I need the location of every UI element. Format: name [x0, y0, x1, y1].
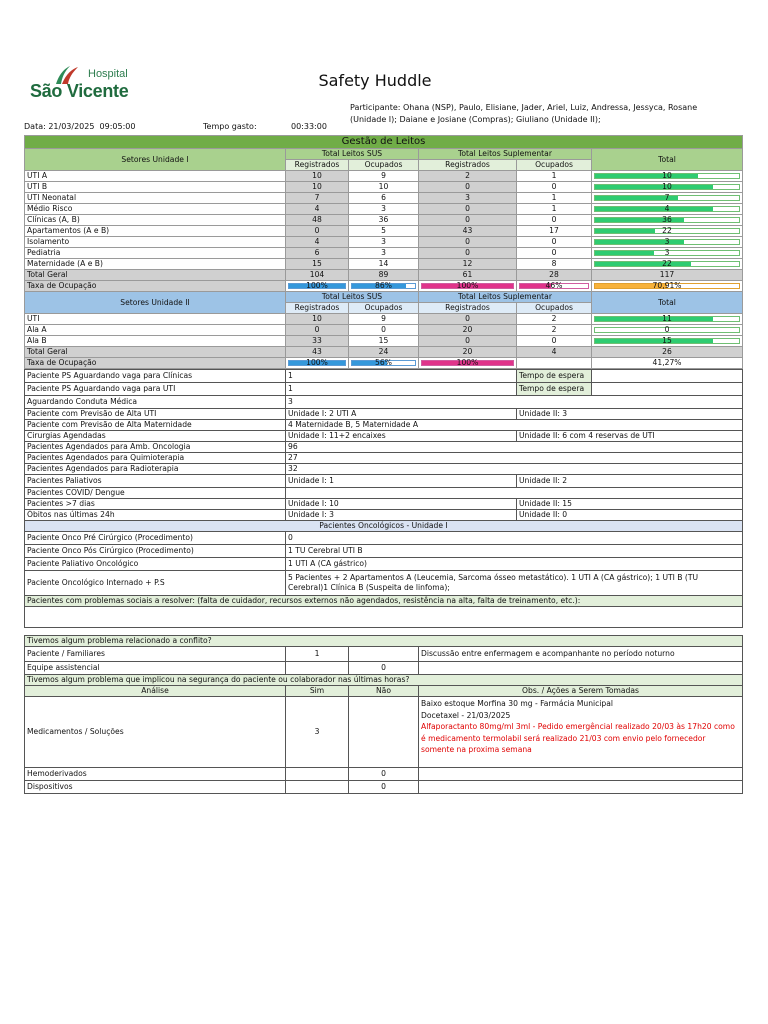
- onco-pos-value: 1 TU Cerebral UTI B: [286, 545, 743, 558]
- sus-ocupados: 6: [349, 193, 419, 204]
- ps-clinicas-wait-value: [592, 370, 743, 383]
- conflict-equipe-label: Equipe assistencial: [25, 662, 286, 675]
- safety-hemoderivados-label: Hemoderivados: [25, 768, 286, 781]
- total-occupied: [592, 215, 743, 226]
- unit2-rows: [25, 314, 743, 369]
- total-occupied: [592, 193, 743, 204]
- table-row: [25, 204, 743, 215]
- social-title: Pacientes com problemas sociais a resolver: (falta de cuidador, recursos externos não agendados, resistência na alta, falta de treinamento, etc.):: [25, 596, 743, 607]
- occupancy-rate-row: [25, 281, 743, 292]
- unit1-sup-header: Total Leitos Suplementar: [419, 149, 592, 160]
- unit1-sus-registrados-header: Registrados: [286, 160, 349, 171]
- date-time: 09:05:00: [99, 122, 136, 131]
- time-spent-value: 00:33:00: [291, 122, 327, 131]
- sup-ocupados: 8: [517, 259, 592, 270]
- rate-sus-registrados: [286, 358, 349, 369]
- table-row: [25, 237, 743, 248]
- sus-ocupados: 9: [349, 314, 419, 325]
- onco-pre-label: Paciente Onco Pré Cirúrgico (Procedimento): [25, 532, 286, 545]
- ps-uti-wait-value: [592, 383, 743, 396]
- rate-sup-ocupados: [517, 358, 592, 369]
- sus-ocupados: 5: [349, 226, 419, 237]
- conduta-label: Aguardando Conduta Médica: [25, 396, 286, 409]
- total-occupied-label: 15: [662, 336, 672, 345]
- conflict-familiares-label: Paciente / Familiares: [25, 647, 286, 662]
- social-notes: [25, 607, 743, 628]
- onco-paliativo-value: 1 UTI A (CA gástrico): [286, 558, 743, 571]
- sector-name: Apartamentos (A e B): [25, 226, 286, 237]
- total-total: 26: [592, 347, 743, 358]
- sus-registrados: 15: [286, 259, 349, 270]
- total-occupied: [592, 259, 743, 270]
- total-occupied-label: 7: [664, 193, 670, 202]
- onco-pre-value: 0: [286, 532, 743, 545]
- sector-name: Ala A: [25, 325, 286, 336]
- med-obs-line-1: Baixo estoque Morfina 30 mg - Farmácia Municipal: [421, 699, 613, 708]
- sup-ocupados: 0: [517, 215, 592, 226]
- unit2-sup-registrados-header: Registrados: [419, 303, 517, 314]
- rate-total: [592, 281, 743, 292]
- total-occupied: [592, 226, 743, 237]
- total-occupied: [592, 171, 743, 182]
- unit1-total-header: Total: [592, 149, 743, 171]
- sup-registrados: 3: [419, 193, 517, 204]
- safety-dispositivos-sim: [286, 781, 349, 794]
- safety-title: Tivemos algum problema que implicou na segurança do paciente ou colaborador nas últimas horas?: [25, 675, 743, 686]
- sector-name: UTI B: [25, 182, 286, 193]
- alta-uti-label: Paciente com Previsão de Alta UTI: [25, 409, 286, 420]
- beds-section-title: Gestão de Leitos: [25, 136, 743, 149]
- sup-registrados: 0: [419, 215, 517, 226]
- safety-dispositivos-obs: [419, 781, 743, 794]
- cirurgias-u1: Unidade I: 11+2 encaixes: [286, 431, 517, 442]
- safety-col-sim: Sim: [286, 686, 349, 697]
- sup-registrados: 20: [419, 325, 517, 336]
- sus-registrados: 48: [286, 215, 349, 226]
- sup-ocupados: 2: [517, 325, 592, 336]
- conflict-familiares-value: 1: [286, 647, 349, 662]
- safety-hemoderivados-sim: [286, 768, 349, 781]
- table-row: [25, 314, 743, 325]
- sup-ocupados: 2: [517, 314, 592, 325]
- table-row: [25, 182, 743, 193]
- rate-sus-registrados: [286, 281, 349, 292]
- participants: [350, 102, 730, 126]
- table-row: [25, 336, 743, 347]
- total-sup-registrados: 61: [419, 270, 517, 281]
- sup-registrados: 2: [419, 171, 517, 182]
- total-occupied-label: 10: [662, 182, 672, 191]
- sus-registrados: 0: [286, 226, 349, 237]
- unit2-sus-registrados-header: Registrados: [286, 303, 349, 314]
- sup-registrados: 0: [419, 336, 517, 347]
- conflict-equipe-value: 0: [349, 662, 419, 675]
- total-label: Total Geral: [25, 347, 286, 358]
- sus-registrados: 6: [286, 248, 349, 259]
- onco-internado-label: Paciente Oncológico Internado + P.S: [25, 571, 286, 596]
- huddle-sheet: [24, 135, 742, 794]
- sup-ocupados: 0: [517, 336, 592, 347]
- sup-ocupados: 0: [517, 237, 592, 248]
- total-label: Total Geral: [25, 270, 286, 281]
- amb-onc-label: Pacientes Agendados para Amb. Oncologia: [25, 442, 286, 453]
- med-obs-line-3: Alfaporactanto 80mg/ml 3ml - Pedido emergêncial realizado 20/03 às 17h20 como é medicamento termolabil será realizado 21/03 com envio pelo fornecedor somente na proxima semana: [421, 722, 735, 754]
- sup-registrados: 43: [419, 226, 517, 237]
- sus-registrados: 4: [286, 204, 349, 215]
- logo-name-text: São Vicente: [30, 81, 129, 101]
- sup-ocupados: 17: [517, 226, 592, 237]
- sup-ocupados: 0: [517, 248, 592, 259]
- sector-name: Maternidade (A e B): [25, 259, 286, 270]
- ps-uti-wait-label: Tempo de espera: [517, 383, 592, 396]
- rate-sup-registrados-label: 100%: [456, 281, 479, 290]
- mais7-u2: Unidade II: 15: [517, 499, 743, 510]
- sector-name: Ala B: [25, 336, 286, 347]
- unit1-sus-ocupados-header: Ocupados: [349, 160, 419, 171]
- paliativos-label: Pacientes Paliativos: [25, 475, 286, 488]
- quimio-label: Pacientes Agendados para Quimioterapia: [25, 453, 286, 464]
- table-row: [25, 226, 743, 237]
- total-sus-ocupados: 89: [349, 270, 419, 281]
- sus-ocupados: 3: [349, 237, 419, 248]
- page-title: Safety Huddle: [318, 71, 432, 90]
- onco-pos-label: Paciente Onco Pós Cirúrgico (Procedimento): [25, 545, 286, 558]
- conduta-value: 3: [286, 396, 743, 409]
- sus-registrados: 7: [286, 193, 349, 204]
- sus-ocupados: 14: [349, 259, 419, 270]
- total-sus-ocupados: 24: [349, 347, 419, 358]
- rate-sup-ocupados-label: 46%: [545, 281, 563, 290]
- safety-table: [24, 635, 743, 794]
- conflict-equipe-obs: [419, 662, 743, 675]
- ps-uti-label: Paciente PS Aguardando vaga para UTI: [25, 383, 286, 396]
- total-occupied-label: 22: [662, 259, 672, 268]
- unit2-total-header: Total: [592, 292, 743, 314]
- sup-registrados: 0: [419, 248, 517, 259]
- sup-registrados: 12: [419, 259, 517, 270]
- obitos-u2: Unidade II: 0: [517, 510, 743, 521]
- sup-registrados: 0: [419, 204, 517, 215]
- alta-mat-label: Paciente com Previsão de Alta Maternidade: [25, 420, 286, 431]
- total-occupied-label: 10: [662, 171, 672, 180]
- rate-sup-registrados-label: 100%: [456, 358, 479, 367]
- safety-hemoderivados-obs: [419, 768, 743, 781]
- total-row: [25, 347, 743, 358]
- total-occupied-label: 11: [662, 314, 672, 323]
- occupancy-rate-row: [25, 358, 743, 369]
- covid-label: Pacientes COVID/ Dengue: [25, 488, 286, 499]
- total-sup-ocupados: 28: [517, 270, 592, 281]
- alta-uti-u2: Unidade II: 3: [517, 409, 743, 420]
- ps-clinicas-wait-label: Tempo de espera: [517, 370, 592, 383]
- rate-sup-ocupados: [517, 281, 592, 292]
- info-table: [24, 369, 743, 628]
- sector-name: UTI: [25, 314, 286, 325]
- alta-mat-value: 4 Maternidade B, 5 Maternidade A: [286, 420, 743, 431]
- total-occupied: [592, 204, 743, 215]
- sup-registrados: 0: [419, 182, 517, 193]
- table-row: [25, 171, 743, 182]
- sup-ocupados: 1: [517, 193, 592, 204]
- conflict-title: Tivemos algum problema relacionado a conflito?: [25, 636, 743, 647]
- cirurgias-label: Cirurgias Agendadas: [25, 431, 286, 442]
- safety-medicamentos-nao: [349, 697, 419, 768]
- unit1-sector-header: Setores Unidade I: [25, 149, 286, 171]
- total-row: [25, 270, 743, 281]
- logo-hospital-text: Hospital: [88, 68, 128, 80]
- radio-value: 32: [286, 464, 743, 475]
- table-row: [25, 259, 743, 270]
- total-sup-registrados: 20: [419, 347, 517, 358]
- sus-registrados: 10: [286, 171, 349, 182]
- sector-name: Clínicas (A, B): [25, 215, 286, 226]
- time-spent-label: Tempo gasto:: [203, 122, 257, 131]
- onco-section-title: Pacientes Oncológicos - Unidade I: [25, 521, 743, 532]
- total-occupied-label: 4: [664, 204, 670, 213]
- safety-hemoderivados-nao: 0: [349, 768, 419, 781]
- safety-medicamentos-obs: [419, 697, 743, 768]
- unit2-sus-header: Total Leitos SUS: [286, 292, 419, 303]
- mais7-u1: Unidade I: 10: [286, 499, 517, 510]
- rate-total: 41,27%: [592, 358, 743, 369]
- sup-registrados: 0: [419, 237, 517, 248]
- quimio-value: 27: [286, 453, 743, 464]
- unit1-sup-ocupados-header: Ocupados: [517, 160, 592, 171]
- paliativos-u1: Unidade I: 1: [286, 475, 517, 488]
- sus-ocupados: 0: [349, 325, 419, 336]
- total-sus-registrados: 104: [286, 270, 349, 281]
- sus-ocupados: 15: [349, 336, 419, 347]
- sus-registrados: 0: [286, 325, 349, 336]
- sup-ocupados: 1: [517, 171, 592, 182]
- rate-sus-registrados-label: 100%: [306, 281, 328, 290]
- unit2-sector-header: Setores Unidade II: [25, 292, 286, 314]
- safety-col-nao: Não: [349, 686, 419, 697]
- conflict-equipe-sim: [286, 662, 349, 675]
- rate-sup-registrados: [419, 358, 517, 369]
- total-occupied: [592, 325, 743, 336]
- sector-name: Médio Risco: [25, 204, 286, 215]
- participants-value: Ohana (NSP), Paulo, Elisiane, Jader, Ariel, Luiz, Andressa, Jessyca, Rosane (Unidade I); Daiane e Josiane (Compras); Giuliano (Unidade II);: [350, 103, 698, 124]
- beds-table: [24, 135, 743, 369]
- med-obs-line-2: Docetaxel - 21/03/2025: [421, 710, 511, 720]
- unit2-sup-header: Total Leitos Suplementar: [419, 292, 592, 303]
- rate-sus-ocupados: [349, 281, 419, 292]
- table-row: [25, 215, 743, 226]
- total-occupied: [592, 336, 743, 347]
- sus-ocupados: 3: [349, 204, 419, 215]
- unit1-rows: [25, 171, 743, 292]
- safety-col-obs: Obs. / Ações a Serem Tomadas: [419, 686, 743, 697]
- rate-total-label: 70,91%: [652, 281, 682, 290]
- safety-medicamentos-label: Medicamentos / Soluções: [25, 697, 286, 768]
- table-row: [25, 248, 743, 259]
- onco-paliativo-label: Paciente Paliativo Oncológico: [25, 558, 286, 571]
- radio-label: Pacientes Agendados para Radioterapia: [25, 464, 286, 475]
- unit2-sus-ocupados-header: Ocupados: [349, 303, 419, 314]
- mais7-label: Pacientes >7 dias: [25, 499, 286, 510]
- onco-internado-value: 5 Pacientes + 2 Apartamentos A (Leucemia, Sarcoma ósseo metastático). 1 UTI A (CA gástrico); 1 UTI B (TU Cerebral)1 Clínica B (Suspeita de linfoma);: [286, 571, 743, 596]
- table-row: [25, 193, 743, 204]
- total-occupied-label: 3: [664, 237, 670, 246]
- ps-clinicas-label: Paciente PS Aguardando vaga para Clínicas: [25, 370, 286, 383]
- conflict-familiares-obs: Discussão entre enfermagem e acompanhante no período noturno: [419, 647, 743, 662]
- obitos-label: Óbitos nas últimas 24h: [25, 510, 286, 521]
- sus-registrados: 10: [286, 314, 349, 325]
- sector-name: Pediatria: [25, 248, 286, 259]
- paliativos-u2: Unidade II: 2: [517, 475, 743, 488]
- total-sup-ocupados: 4: [517, 347, 592, 358]
- conflict-familiares-nao: [349, 647, 419, 662]
- rate-sus-ocupados: [349, 358, 419, 369]
- alta-uti-u1: Unidade I: 2 UTI A: [286, 409, 517, 420]
- sector-name: UTI Neonatal: [25, 193, 286, 204]
- sus-ocupados: 36: [349, 215, 419, 226]
- total-occupied: [592, 182, 743, 193]
- cirurgias-u2: Unidade II: 6 com 4 reservas de UTI: [517, 431, 743, 442]
- date-label: Data: 21/03/2025: [24, 122, 95, 131]
- sup-ocupados: 1: [517, 204, 592, 215]
- rate-sus-ocupados-label: 56%: [375, 358, 392, 367]
- total-sus-registrados: 43: [286, 347, 349, 358]
- unit2-sup-ocupados-header: Ocupados: [517, 303, 592, 314]
- safety-dispositivos-nao: 0: [349, 781, 419, 794]
- covid-value: [286, 488, 743, 499]
- sup-ocupados: 0: [517, 182, 592, 193]
- occupancy-rate-label: Taxa de Ocupação: [25, 281, 286, 292]
- total-occupied-label: 36: [662, 215, 672, 224]
- total-occupied: [592, 248, 743, 259]
- participants-label: Participante:: [350, 103, 401, 112]
- total-total: 117: [592, 270, 743, 281]
- ps-clinicas-value: 1: [286, 370, 517, 383]
- sus-registrados: 33: [286, 336, 349, 347]
- sus-ocupados: 3: [349, 248, 419, 259]
- sus-ocupados: 10: [349, 182, 419, 193]
- rate-sus-registrados-label: 100%: [306, 358, 328, 367]
- sector-name: Isolamento: [25, 237, 286, 248]
- amb-onc-value: 96: [286, 442, 743, 453]
- table-row: [25, 325, 743, 336]
- occupancy-rate-label: Taxa de Ocupação: [25, 358, 286, 369]
- sus-registrados: 10: [286, 182, 349, 193]
- safety-dispositivos-label: Dispositivos: [25, 781, 286, 794]
- date-field: [24, 122, 135, 131]
- hospital-logo: [30, 64, 160, 104]
- total-occupied: [592, 237, 743, 248]
- safety-col-analise: Análise: [25, 686, 286, 697]
- rate-sup-registrados: [419, 281, 517, 292]
- sus-ocupados: 9: [349, 171, 419, 182]
- total-occupied-label: 3: [664, 248, 670, 257]
- unit1-sup-registrados-header: Registrados: [419, 160, 517, 171]
- unit1-sus-header: Total Leitos SUS: [286, 149, 419, 160]
- safety-medicamentos-sim: 3: [286, 697, 349, 768]
- total-occupied: [592, 314, 743, 325]
- obitos-u1: Unidade I: 3: [286, 510, 517, 521]
- sus-registrados: 4: [286, 237, 349, 248]
- total-occupied-label: 0: [664, 325, 670, 334]
- sup-registrados: 0: [419, 314, 517, 325]
- rate-sus-ocupados-label: 86%: [375, 281, 392, 290]
- ps-uti-value: 1: [286, 383, 517, 396]
- sector-name: UTI A: [25, 171, 286, 182]
- total-occupied-label: 22: [662, 226, 672, 235]
